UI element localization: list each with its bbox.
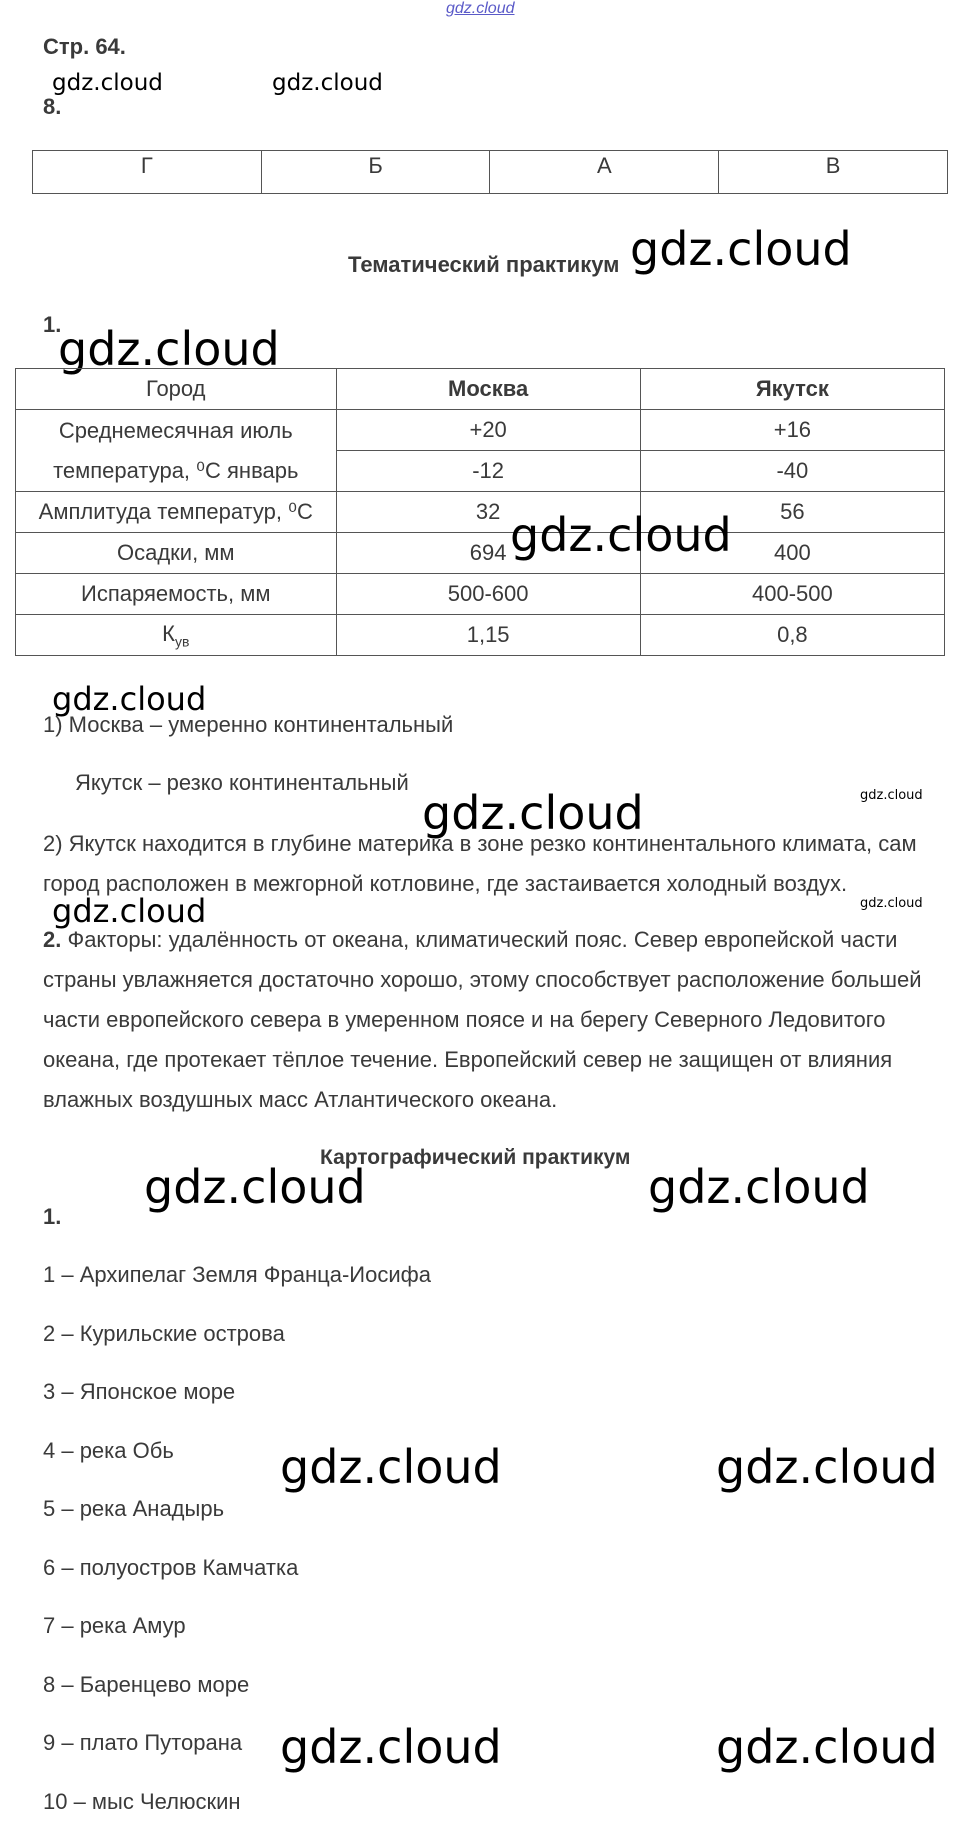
cartographic-task1-number: 1. [43,1204,62,1229]
watermark: gdz.cloud [860,896,923,911]
table-cell: -40 [640,451,944,492]
row-label: Амплитуда температур, ⁰С [16,492,337,533]
thematic-task1-number: 1. [43,312,62,337]
list-item: 1 – Архипелаг Земля Франца-Иосифа [43,1262,431,1287]
list-item: 7 – река Амур [43,1613,186,1638]
watermark: gdz.cloud [422,786,644,840]
watermark: gdz.cloud [272,70,383,96]
table-cell: 500-600 [336,574,640,615]
table-cell: 400 [640,533,944,574]
watermark: gdz.cloud [630,222,852,276]
task8-number: 8. [43,94,62,119]
list-item: 6 – полуостров Камчатка [43,1555,299,1580]
table-row [16,574,945,615]
watermark: gdz.cloud [144,1160,366,1214]
table-cell: -12 [336,451,640,492]
list-item: 10 – мыс Челюскин [43,1789,241,1814]
table-cell: 1,15 [336,615,640,656]
table-row [33,151,948,194]
list-item: 5 – река Анадырь [43,1496,225,1521]
table-cell: +20 [336,410,640,451]
row-label-temperature [16,410,337,492]
top-watermark-link[interactable]: gdz.cloud [446,0,515,17]
watermark: gdz.cloud [716,1720,938,1774]
table-cell: 400-500 [640,574,944,615]
table-cell: 32 [336,492,640,533]
table-row [16,410,945,451]
label-text: январь [227,457,299,483]
cartographic-heading: Картографический практикум [320,1146,631,1169]
column-header: Город [16,369,337,410]
column-header: Москва [336,369,640,410]
list-item: 2 – Курильские острова [43,1321,285,1346]
answer-cell: Г [33,151,262,194]
task2-paragraph [43,920,943,1120]
climate-table [15,368,945,656]
watermark: gdz.cloud [860,788,923,803]
table-header-row [16,369,945,410]
task2-number: 2. [43,927,62,952]
table-cell: +16 [640,410,944,451]
watermark: gdz.cloud [52,680,207,718]
table-row [16,615,945,656]
watermark: gdz.cloud [58,322,280,376]
page-label: Стр. 64. [43,34,126,59]
label-text: июль [240,417,293,443]
row-label: Испаряемость, мм [16,574,337,615]
list-item: 9 – плато Путорана [43,1730,243,1755]
table-cell: 56 [640,492,944,533]
answer1-line2: Якутск – резко континентальный [75,770,409,795]
watermark: gdz.cloud [648,1160,870,1214]
row-label: Осадки, мм [16,533,337,574]
label-text: К [162,620,175,646]
table-cell: 0,8 [640,615,944,656]
label-text: температура, ⁰С [53,457,221,483]
answer-cell: Б [261,151,490,194]
answer1-line1: 1) Москва – умеренно континентальный [43,712,454,737]
table-row [16,533,945,574]
label-text: Среднемесячная [58,417,234,443]
list-item: 4 – река Обь [43,1438,174,1463]
row-label-kuv [16,615,337,656]
label-subscript: ув [174,633,190,650]
column-header: Якутск [640,369,944,410]
watermark: gdz.cloud [716,1440,938,1494]
answer-cell: А [490,151,719,194]
table-row [16,492,945,533]
answer2: 2) Якутск находится в глубине материка в зоне резко континентального климата, сам город расположен в межгорной котловине, где застаивается холодный воздух. [43,831,917,896]
list-item: 3 – Японское море [43,1379,236,1404]
watermark: gdz.cloud [52,70,163,96]
answer-cell: В [719,151,948,194]
table-cell: 694 [336,533,640,574]
list-item: 8 – Баренцево море [43,1672,250,1697]
task2-text: Факторы: удалённость от океана, климатический пояс. Север европейской части страны увлажняется достаточно хорошо, этому способствует расположение большей части европейского севера в умеренном поясе и на берегу Северного Ледовитого океана, где протекает тёплое течение. Европейский север не защищен от влияния влажных воздушных масс Атлантического океана. [43,927,922,1112]
watermark: gdz.cloud [510,508,732,562]
watermark: gdz.cloud [280,1720,502,1774]
task8-answer-table [32,150,948,194]
watermark: gdz.cloud [52,892,207,930]
thematic-heading: Тематический практикум [348,252,620,277]
watermark: gdz.cloud [280,1440,502,1494]
